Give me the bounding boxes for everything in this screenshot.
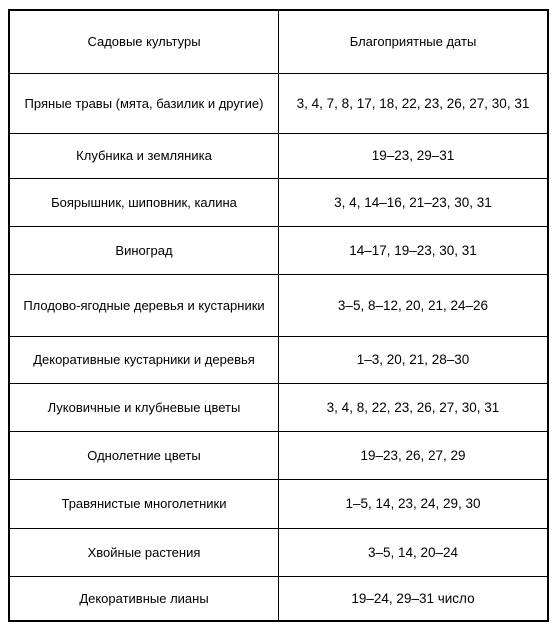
crop-cell: Травянистые многолетники — [10, 479, 279, 528]
table-row — [10, 133, 547, 178]
crop-cell: Плодово-ягодные деревья и кустарники — [10, 274, 279, 336]
crop-cell: Хвойные растения — [10, 528, 279, 576]
table-row — [10, 73, 547, 133]
crop-cell: Декоративные лианы — [10, 576, 279, 620]
dates-cell: 3, 4, 7, 8, 17, 18, 22, 23, 26, 27, 30, 31 — [279, 73, 548, 133]
header-crops: Садовые культуры — [10, 11, 279, 73]
crop-cell: Пряные травы (мята, базилик и другие) — [10, 73, 279, 133]
dates-cell: 14–17, 19–23, 30, 31 — [279, 226, 548, 274]
header-row — [10, 11, 547, 73]
planting-calendar-table — [8, 9, 549, 622]
table-row — [10, 226, 547, 274]
crop-cell: Клубника и земляника — [10, 133, 279, 178]
crop-cell: Однолетние цветы — [10, 431, 279, 479]
dates-cell: 3–5, 8–12, 20, 21, 24–26 — [279, 274, 548, 336]
table-row — [10, 528, 547, 576]
dates-cell: 19–23, 26, 27, 29 — [279, 431, 548, 479]
table-row — [10, 336, 547, 383]
planting-dates-grid — [10, 11, 547, 620]
dates-cell: 19–23, 29–31 — [279, 133, 548, 178]
table-row — [10, 576, 547, 620]
dates-cell: 3, 4, 8, 22, 23, 26, 27, 30, 31 — [279, 383, 548, 431]
dates-cell: 19–24, 29–31 число — [279, 576, 548, 620]
table-row — [10, 274, 547, 336]
dates-cell: 1–5, 14, 23, 24, 29, 30 — [279, 479, 548, 528]
crop-cell: Боярышник, шиповник, калина — [10, 178, 279, 226]
dates-cell: 1–3, 20, 21, 28–30 — [279, 336, 548, 383]
table-row — [10, 383, 547, 431]
table-row — [10, 479, 547, 528]
crop-cell: Луковичные и клубневые цветы — [10, 383, 279, 431]
table-row — [10, 431, 547, 479]
crop-cell: Виноград — [10, 226, 279, 274]
dates-cell: 3, 4, 14–16, 21–23, 30, 31 — [279, 178, 548, 226]
header-dates: Благоприятные даты — [279, 11, 548, 73]
dates-cell: 3–5, 14, 20–24 — [279, 528, 548, 576]
crop-cell: Декоративные кустарники и деревья — [10, 336, 279, 383]
table-row — [10, 178, 547, 226]
